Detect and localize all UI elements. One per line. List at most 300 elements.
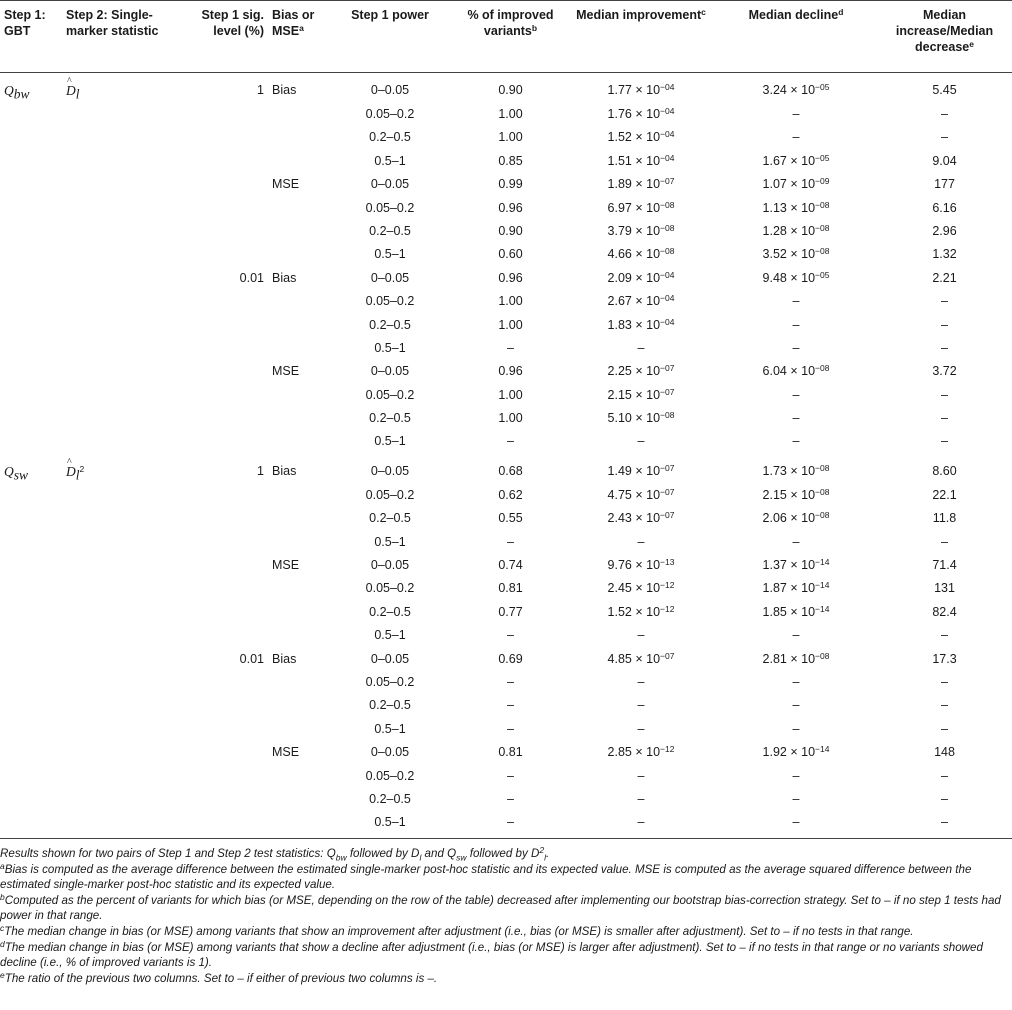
pct-cell: 0.96 — [498, 200, 523, 215]
power-cell: 0.5–1 — [374, 340, 406, 355]
metric-cell — [268, 484, 326, 507]
power-cell: 0–0.05 — [370, 745, 410, 760]
metric-cell: MSE — [272, 558, 300, 573]
gbt-symbol: Q — [4, 83, 14, 98]
improvement-cell: $1.89 \times 10^{-07}$ — [607, 176, 675, 192]
metric-cell — [268, 624, 326, 647]
sig-cell — [180, 741, 268, 764]
gbt-cell — [0, 601, 62, 624]
table-row — [0, 150, 1012, 173]
improvement-cell: $2.25 \times 10^{-07}$ — [607, 363, 675, 379]
decline-cell: – — [792, 387, 800, 402]
stat-cell — [62, 337, 180, 360]
pct-cell: 0.62 — [498, 487, 523, 502]
ratio-cell: – — [941, 815, 948, 830]
footnote-intro: Results shown for two pairs of Step 1 and Step 2 test statistics: $Q_{bw}$ followed by $D_l$ and $Q_{sw}$ followed by $D^2_l$. — [0, 845, 550, 863]
pct-cell: – — [507, 534, 514, 549]
decline-cell: $1.73 \times 10^{-08}$ — [762, 462, 830, 478]
table-row — [0, 718, 1012, 741]
metric-cell — [268, 811, 326, 834]
metric-cell: MSE — [272, 745, 300, 760]
improvement-cell: – — [637, 340, 645, 355]
power-cell: 0–0.05 — [370, 463, 410, 478]
footnote-c: $^c$The median change in bias (or MSE) among variants that show an improvement after adjustment (i.e., bias (or MSE) is smaller after adjustment). Set to – if no tests in that range. — [0, 922, 914, 938]
improvement-cell: $3.79 \times 10^{-08}$ — [607, 222, 675, 238]
table-row — [0, 648, 1012, 671]
improvement-cell: – — [637, 534, 645, 549]
improvement-cell: $5.10 \times 10^{-08}$ — [607, 410, 675, 426]
power-cell: 0.05–0.2 — [365, 200, 415, 215]
ratio-cell: 3.72 — [932, 364, 957, 379]
metric-cell — [268, 243, 326, 266]
pct-cell: 1.00 — [498, 387, 523, 402]
improvement-cell: – — [637, 721, 645, 736]
pct-cell: 0.69 — [498, 651, 523, 666]
power-cell: 0.2–0.5 — [369, 317, 411, 332]
table-row — [0, 103, 1012, 126]
pct-cell: 0.77 — [498, 604, 523, 619]
ratio-cell: 1.32 — [932, 247, 957, 262]
stat-cell — [62, 811, 180, 834]
power-cell: 0.5–1 — [374, 247, 406, 262]
ratio-cell: 22.1 — [932, 487, 957, 502]
stat-cell — [62, 788, 180, 811]
decline-cell: – — [792, 294, 800, 309]
ratio-cell: 2.96 — [932, 223, 957, 238]
power-cell: 0.05–0.2 — [365, 487, 415, 502]
decline-cell: – — [792, 434, 800, 449]
improvement-cell: $1.83 \times 10^{-04}$ — [607, 316, 675, 332]
metric-cell — [268, 531, 326, 554]
header-bias: Bias or MSE$^a$ — [272, 8, 315, 38]
table-row — [0, 577, 1012, 600]
stat-cell — [62, 384, 180, 407]
improvement-cell: $1.52 \times 10^{-04}$ — [607, 129, 675, 145]
decline-cell: – — [792, 317, 800, 332]
power-cell: 0.05–0.2 — [365, 674, 415, 689]
stat-cell — [62, 407, 180, 430]
stat-symbol: ^ D — [66, 460, 76, 483]
ratio-cell: 11.8 — [932, 511, 957, 526]
ratio-cell: 131 — [934, 581, 955, 596]
decline-cell: $3.24 \times 10^{-05}$ — [762, 82, 830, 97]
decline-cell: – — [792, 768, 800, 783]
gbt-cell — [0, 694, 62, 717]
pct-cell: 0.96 — [498, 270, 523, 285]
pct-cell: 0.81 — [498, 581, 523, 596]
sig-cell — [180, 197, 268, 220]
metric-cell — [268, 337, 326, 360]
gbt-cell — [0, 103, 62, 126]
sig-cell — [180, 220, 268, 243]
table-row — [0, 694, 1012, 717]
stat-cell — [62, 577, 180, 600]
gbt-cell — [0, 577, 62, 600]
table-row — [0, 407, 1012, 430]
stat-cell — [62, 601, 180, 624]
ratio-cell: – — [941, 340, 948, 355]
decline-cell: $1.07 \times 10^{-09}$ — [762, 176, 830, 192]
sig-cell: 0.01 — [239, 651, 264, 666]
pct-cell: – — [507, 698, 514, 713]
ratio-cell: – — [941, 434, 948, 449]
power-cell: 0.2–0.5 — [369, 223, 411, 238]
improvement-cell: – — [637, 628, 645, 643]
sig-cell — [180, 430, 268, 453]
power-cell: 0.05–0.2 — [365, 768, 415, 783]
pct-cell: 0.96 — [498, 364, 523, 379]
metric-cell — [268, 150, 326, 173]
ratio-cell: – — [941, 698, 948, 713]
gbt-cell — [0, 811, 62, 834]
sig-cell — [180, 601, 268, 624]
sig-cell: 0.01 — [239, 270, 264, 285]
gbt-cell — [0, 507, 62, 530]
gbt-cell — [0, 741, 62, 764]
metric-cell — [268, 577, 326, 600]
power-cell: 0.5–1 — [374, 721, 406, 736]
ratio-cell: 6.16 — [932, 200, 957, 215]
table-row — [0, 360, 1012, 383]
gbt-cell — [0, 531, 62, 554]
stat-cell — [62, 243, 180, 266]
metric-cell: Bias — [272, 651, 297, 666]
gbt-cell — [0, 360, 62, 383]
ratio-cell: 82.4 — [932, 604, 957, 619]
gbt-cell — [0, 671, 62, 694]
decline-cell: $2.15 \times 10^{-08}$ — [762, 486, 830, 502]
pct-cell: 0.99 — [498, 177, 523, 192]
stat-cell — [62, 531, 180, 554]
decline-cell: $9.48 \times 10^{-05}$ — [762, 269, 830, 285]
stat-cell — [62, 624, 180, 647]
power-cell: 0.05–0.2 — [365, 107, 415, 121]
header-power: Step 1 power — [351, 8, 429, 22]
decline-cell: $2.81 \times 10^{-08}$ — [762, 650, 830, 666]
gbt-cell — [0, 243, 62, 266]
table-row — [0, 197, 1012, 220]
ratio-cell: – — [941, 411, 948, 426]
stat-cell — [62, 314, 180, 337]
decline-cell: $6.04 \times 10^{-08}$ — [762, 363, 830, 379]
metric-cell — [268, 384, 326, 407]
pct-cell: 0.68 — [498, 463, 523, 478]
header-step2: Step 2: Single-marker statistic — [66, 8, 159, 38]
ratio-cell: – — [941, 294, 948, 309]
sig-cell — [180, 788, 268, 811]
header-decline: Median decline$^d$ — [748, 7, 844, 22]
stat-cell — [62, 648, 180, 671]
table-row — [0, 624, 1012, 647]
table-body — [0, 73, 1012, 835]
stat-cell — [62, 73, 180, 104]
power-cell: 0.05–0.2 — [365, 581, 415, 596]
gbt-cell — [0, 624, 62, 647]
metric-cell — [268, 197, 326, 220]
sig-cell — [180, 671, 268, 694]
pct-cell: – — [507, 340, 514, 355]
gbt-cell — [0, 337, 62, 360]
improvement-cell: $4.85 \times 10^{-07}$ — [607, 650, 675, 666]
decline-cell: – — [792, 107, 800, 121]
sig-cell — [180, 765, 268, 788]
gbt-subscript: sw — [13, 467, 29, 483]
stat-cell — [62, 220, 180, 243]
ratio-cell: – — [941, 791, 948, 806]
metric-cell — [268, 103, 326, 126]
sig-cell — [180, 624, 268, 647]
pct-cell: 1.00 — [498, 317, 523, 332]
metric-cell — [268, 290, 326, 313]
pct-cell: 0.55 — [498, 511, 523, 526]
decline-cell: – — [792, 674, 800, 689]
stat-cell — [62, 765, 180, 788]
sig-cell — [180, 384, 268, 407]
metric-cell: Bias — [272, 270, 297, 285]
improvement-cell: $1.52 \times 10^{-12}$ — [607, 603, 675, 619]
power-cell: 0.2–0.5 — [369, 511, 411, 526]
table-row — [0, 601, 1012, 624]
power-cell: 0.2–0.5 — [369, 791, 411, 806]
metric-cell: Bias — [272, 463, 297, 478]
improvement-cell: $1.77 \times 10^{-04}$ — [607, 82, 675, 97]
sig-cell — [180, 337, 268, 360]
pct-cell: – — [507, 815, 514, 830]
decline-cell: – — [792, 340, 800, 355]
improvement-cell: $2.09 \times 10^{-04}$ — [607, 269, 675, 285]
metric-cell — [268, 407, 326, 430]
power-cell: 0.5–1 — [374, 534, 406, 549]
stat-cell — [62, 103, 180, 126]
ratio-cell: 8.60 — [932, 463, 957, 478]
gbt-cell — [0, 314, 62, 337]
footnote-e: $^e$The ratio of the previous two columns. Set to – if either of previous two columns is –. — [0, 969, 438, 985]
decline-cell: $1.67 \times 10^{-05}$ — [762, 152, 830, 168]
metric-cell — [268, 765, 326, 788]
ratio-cell: 71.4 — [932, 558, 957, 573]
pct-cell: – — [507, 674, 514, 689]
improvement-cell: $2.45 \times 10^{-12}$ — [607, 580, 675, 596]
stat-cell — [62, 694, 180, 717]
table-row — [0, 788, 1012, 811]
metric-cell — [268, 671, 326, 694]
table-row — [0, 290, 1012, 313]
gbt-cell — [0, 765, 62, 788]
gbt-cell — [0, 407, 62, 430]
sig-cell — [180, 103, 268, 126]
improvement-cell: – — [637, 434, 645, 449]
gbt-cell — [0, 126, 62, 149]
pct-cell: 1.00 — [498, 411, 523, 426]
pct-cell: 0.90 — [498, 83, 523, 97]
sig-cell — [180, 173, 268, 196]
pct-cell: – — [507, 628, 514, 643]
pct-cell: 1.00 — [498, 294, 523, 309]
sig-cell — [180, 484, 268, 507]
sig-cell — [180, 507, 268, 530]
sig-cell — [180, 554, 268, 577]
power-cell: 0–0.05 — [370, 651, 410, 666]
power-cell: 0.05–0.2 — [365, 387, 415, 402]
improvement-cell: – — [637, 674, 645, 689]
metric-cell — [268, 314, 326, 337]
gbt-cell — [0, 788, 62, 811]
decline-cell: $3.52 \times 10^{-08}$ — [762, 246, 830, 262]
footnote-d: $^d$The median change in bias (or MSE) among variants that show a decline after adjustment (i.e., bias (or MSE) is larger after adjustment). Set to – if no tests in that range or no variants showed decline (i.e., % of improved variants is 1). — [0, 938, 983, 970]
pct-cell: – — [507, 791, 514, 806]
gbt-symbol: Q — [4, 463, 14, 479]
metric-cell — [268, 126, 326, 149]
decline-cell: – — [792, 411, 800, 426]
improvement-cell: – — [637, 698, 645, 713]
header-sig: Step 1 sig. level (%) — [201, 8, 264, 38]
decline-cell: – — [792, 534, 800, 549]
improvement-cell: $2.15 \times 10^{-07}$ — [607, 386, 675, 402]
improvement-cell: $1.76 \times 10^{-04}$ — [607, 106, 675, 121]
stat-cell — [62, 554, 180, 577]
sig-cell — [180, 531, 268, 554]
metric-cell: MSE — [272, 177, 300, 192]
table-row — [0, 314, 1012, 337]
pct-cell: 0.85 — [498, 153, 523, 168]
decline-cell: – — [792, 130, 800, 145]
ratio-cell: – — [941, 130, 948, 145]
sig-cell — [180, 150, 268, 173]
header-row — [0, 1, 1012, 73]
table-row — [0, 384, 1012, 407]
power-cell: 0–0.05 — [370, 83, 410, 97]
stat-cell — [62, 507, 180, 530]
table-footnotes — [0, 846, 1012, 986]
power-cell: 0.5–1 — [374, 434, 406, 449]
stat-cell — [62, 484, 180, 507]
table-row — [0, 337, 1012, 360]
sig-cell — [180, 811, 268, 834]
table-row — [0, 811, 1012, 834]
improvement-cell: $1.49 \times 10^{-07}$ — [607, 462, 675, 478]
decline-cell: $1.37 \times 10^{-14}$ — [762, 557, 830, 573]
sig-cell — [180, 290, 268, 313]
table-row — [0, 126, 1012, 149]
header-improvement: Median improvement$^c$ — [576, 7, 706, 22]
table-row — [0, 671, 1012, 694]
gbt-cell — [0, 290, 62, 313]
sig-cell — [180, 577, 268, 600]
power-cell: 0.2–0.5 — [369, 411, 411, 426]
pct-cell: 1.00 — [498, 107, 523, 121]
stat-subscript: l — [75, 86, 80, 102]
stat-cell — [62, 718, 180, 741]
table-row — [0, 765, 1012, 788]
gbt-cell — [0, 454, 62, 484]
power-cell: 0.5–1 — [374, 815, 406, 830]
gbt-cell — [0, 267, 62, 290]
pct-cell: – — [507, 721, 514, 736]
ratio-cell: – — [941, 317, 948, 332]
ratio-cell: 9.04 — [932, 153, 957, 168]
decline-cell: – — [792, 698, 800, 713]
improvement-cell: – — [637, 768, 645, 783]
header-improved: % of improved variants$^b$ — [467, 8, 554, 38]
stat-cell — [62, 741, 180, 764]
power-cell: 0–0.05 — [370, 364, 410, 379]
pct-cell: 1.00 — [498, 130, 523, 145]
decline-cell: $1.13 \times 10^{-08}$ — [762, 199, 830, 215]
stat-cell — [62, 197, 180, 220]
improvement-cell: $2.67 \times 10^{-04}$ — [607, 293, 675, 309]
improvement-cell: – — [637, 791, 645, 806]
pct-cell: 0.74 — [498, 558, 523, 573]
table-row — [0, 531, 1012, 554]
metric-cell — [268, 220, 326, 243]
table-row — [0, 454, 1012, 484]
ratio-cell: – — [941, 107, 948, 121]
improvement-cell: $6.97 \times 10^{-08}$ — [607, 199, 675, 215]
ratio-cell: – — [941, 674, 948, 689]
metric-cell — [268, 601, 326, 624]
stat-cell — [62, 430, 180, 453]
metric-cell — [268, 718, 326, 741]
gbt-cell — [0, 220, 62, 243]
gbt-subscript: bw — [13, 86, 30, 102]
sig-cell — [180, 243, 268, 266]
power-cell: 0.2–0.5 — [369, 130, 411, 145]
sig-cell — [180, 360, 268, 383]
header-step1: Step 1: GBT — [4, 8, 46, 38]
power-cell: 0.2–0.5 — [369, 604, 411, 619]
improvement-cell: $2.43 \times 10^{-07}$ — [607, 510, 675, 526]
improvement-cell: $2.85 \times 10^{-12}$ — [607, 744, 675, 760]
power-cell: 0–0.05 — [370, 177, 410, 192]
pct-cell: – — [507, 434, 514, 449]
decline-cell: – — [792, 721, 800, 736]
ratio-cell: 2.21 — [932, 270, 957, 285]
ratio-cell: – — [941, 628, 948, 643]
table-row — [0, 243, 1012, 266]
ratio-cell: 177 — [934, 177, 955, 192]
ratio-cell: – — [941, 534, 948, 549]
decline-cell: – — [792, 791, 800, 806]
gbt-cell — [0, 384, 62, 407]
sig-cell — [180, 126, 268, 149]
gbt-cell — [0, 173, 62, 196]
metric-cell — [268, 788, 326, 811]
stat-cell — [62, 360, 180, 383]
gbt-cell — [0, 150, 62, 173]
gbt-cell — [0, 484, 62, 507]
power-cell: 0.2–0.5 — [369, 698, 411, 713]
decline-cell: $1.85 \times 10^{-14}$ — [762, 603, 830, 619]
power-cell: 0.05–0.2 — [365, 294, 415, 309]
sig-cell — [180, 694, 268, 717]
sig-cell — [180, 718, 268, 741]
ratio-cell: – — [941, 387, 948, 402]
metric-cell: Bias — [272, 83, 297, 97]
pct-cell: 0.81 — [498, 745, 523, 760]
gbt-cell — [0, 648, 62, 671]
power-cell: 0–0.05 — [370, 558, 410, 573]
stat-superscript: 2 — [79, 463, 85, 474]
pct-cell: 0.90 — [498, 223, 523, 238]
pct-cell: 0.60 — [498, 247, 523, 262]
power-cell: 0.5–1 — [374, 153, 406, 168]
decline-cell: $1.92 \times 10^{-14}$ — [762, 744, 830, 760]
metric-cell — [268, 507, 326, 530]
table-row — [0, 554, 1012, 577]
table-row — [0, 741, 1012, 764]
stat-subscript: l — [75, 467, 80, 483]
decline-cell: $2.06 \times 10^{-08}$ — [762, 510, 830, 526]
